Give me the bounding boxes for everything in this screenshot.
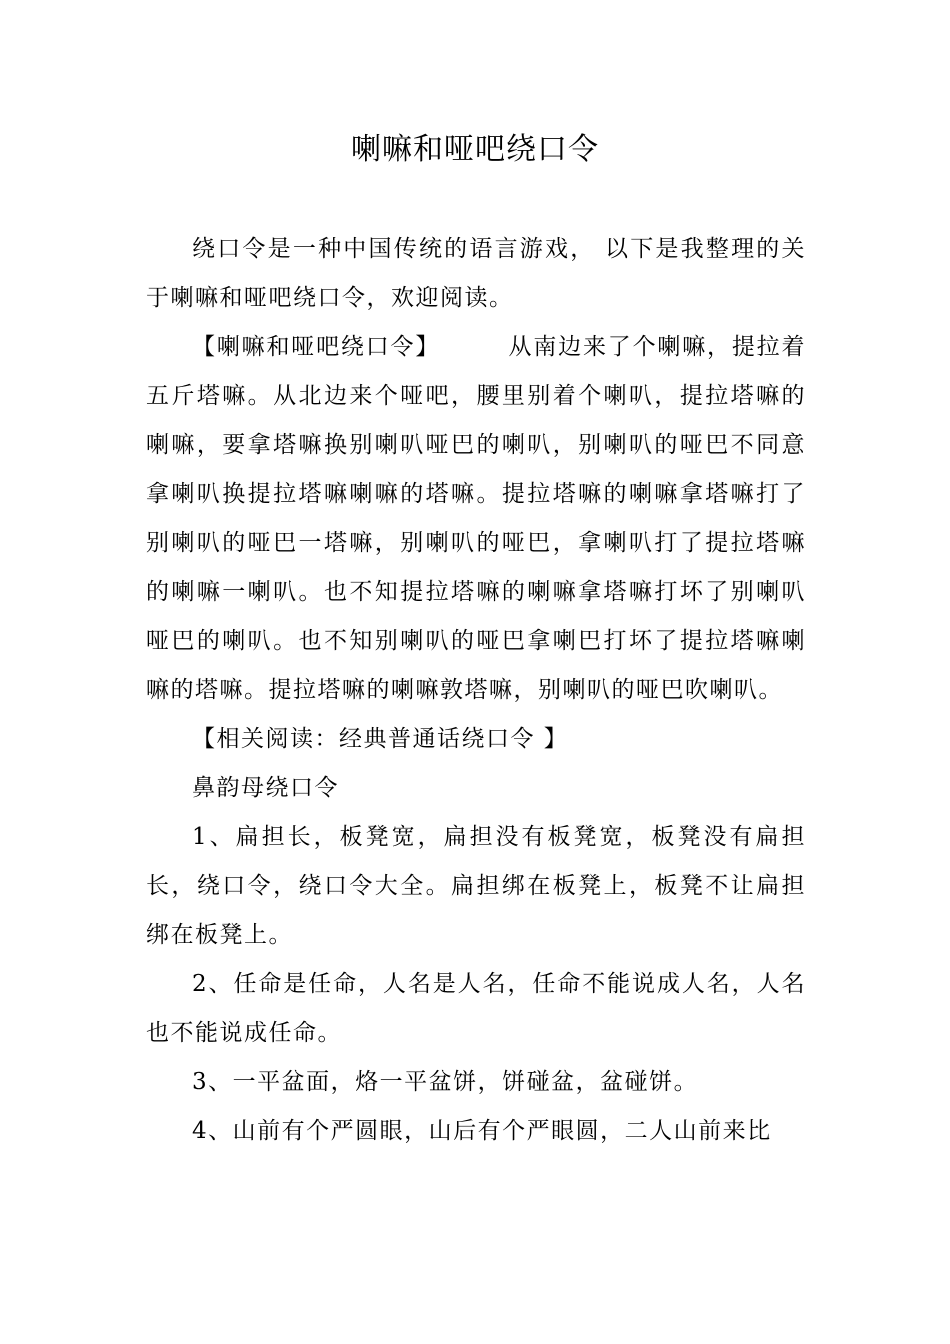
main-text: 从南边来了个喇嘛，提拉着五斤塔嘛。从北边来个哑吧，腰里别着个喇叭，提拉塔嘛的喇嘛，要拿塔嘛换别喇叭哑巴的喇叭，别喇叭的哑巴不同意拿喇叭换提拉塔嘛喇嘛的塔嘛。提拉塔嘛的喇嘛拿塔嘛打了别喇叭的哑巴一塔嘛，别喇叭的哑巴，拿喇叭打了提拉塔嘛的喇嘛一喇叭。也不知提拉塔嘛的喇嘛拿塔嘛打坏了别喇叭哑巴的喇叭。也不知别喇叭的哑巴拿喇巴打坏了提拉塔嘛喇嘛的塔嘛。提拉塔嘛的喇嘛敦塔嘛，别喇叭的哑巴吹喇叭。 — [146, 334, 807, 703]
list-item-3: 3、一平盆面，烙一平盆饼，饼碰盆，盆碰饼。 — [192, 1069, 699, 1095]
intro-paragraph: 绕口令是一种中国传统的语言游戏， 以下是我整理的关于喇嘛和哑吧绕口令，欢迎阅读。 — [146, 236, 806, 311]
document-title: 喇嘛和哑吧绕口令 — [351, 132, 599, 167]
related-reading-heading: 【相关阅读：经典普通话绕口令 】 — [192, 726, 569, 752]
list-item-1: 1、扁担长，板凳宽，扁担没有板凳宽，板凳没有扁担长，绕口令，绕口令大全。扁担绑在板凳上，板凳不让扁担绑在板凳上。 — [146, 824, 806, 948]
list-item-4: 4、山前有个严圆眼，山后有个严眼圆，二人山前来比 — [192, 1118, 772, 1144]
section-heading: 【喇嘛和哑吧绕口令】 — [192, 334, 441, 360]
subheading: 鼻韵母绕口令 — [192, 775, 339, 801]
list-item-2: 2、任命是任命，人名是人名，任命不能说成人名，人名也不能说成任命。 — [146, 971, 806, 1046]
document-body — [146, 225, 806, 1156]
main-paragraph — [146, 323, 806, 715]
